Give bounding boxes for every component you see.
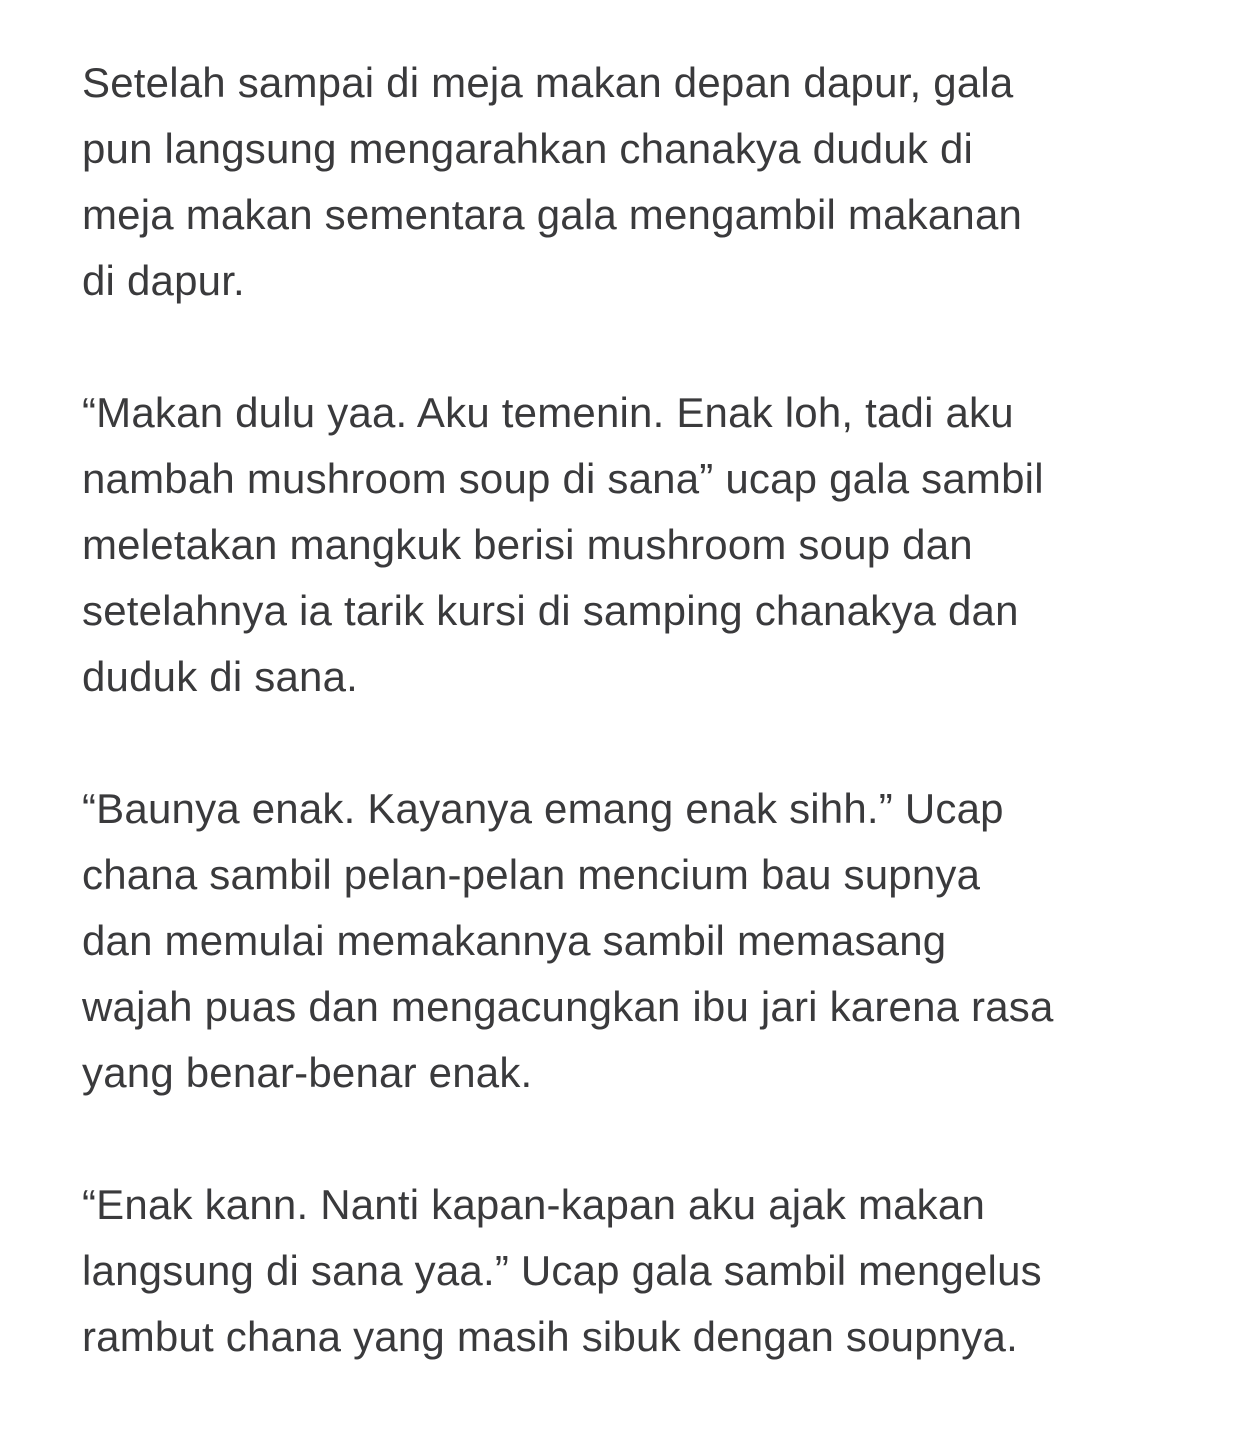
text-line: yang benar-benar enak.: [82, 1049, 533, 1096]
text-line: dan memulai memakannya sambil memasang: [82, 917, 947, 964]
text-line: pun langsung mengarahkan chanakya duduk di: [82, 125, 974, 172]
text-line: wajah puas dan mengacungkan ibu jari karena rasa: [82, 983, 1054, 1030]
text-line: “Baunya enak. Kayanya emang enak sihh.” Ucap: [82, 785, 1004, 832]
paragraph-1: [82, 50, 1172, 314]
text-line: Setelah sampai di meja makan depan dapur, gala: [82, 59, 1014, 106]
text-line: nambah mushroom soup di sana” ucap gala sambil: [82, 455, 1044, 502]
text-line: langsung di sana yaa.” Ucap gala sambil mengelus: [82, 1247, 1042, 1294]
text-line: meja makan sementara gala mengambil makanan: [82, 191, 1023, 238]
text-line: “Makan dulu yaa. Aku temenin. Enak loh, tadi aku: [82, 389, 1014, 436]
text-line: duduk di sana.: [82, 653, 359, 700]
text-line: “Enak kann. Nanti kapan-kapan aku ajak makan: [82, 1181, 986, 1228]
story-text: [82, 50, 1172, 1436]
paragraph-4: [82, 1172, 1172, 1370]
text-line: setelahnya ia tarik kursi di samping chanakya dan: [82, 587, 1019, 634]
paragraph-2: [82, 380, 1172, 710]
text-line: rambut chana yang masih sibuk dengan soupnya.: [82, 1313, 1018, 1360]
paragraph-3: [82, 776, 1172, 1106]
text-line: meletakan mangkuk berisi mushroom soup dan: [82, 521, 973, 568]
text-line: chana sambil pelan-pelan mencium bau supnya: [82, 851, 981, 898]
text-line: di dapur.: [82, 257, 245, 304]
